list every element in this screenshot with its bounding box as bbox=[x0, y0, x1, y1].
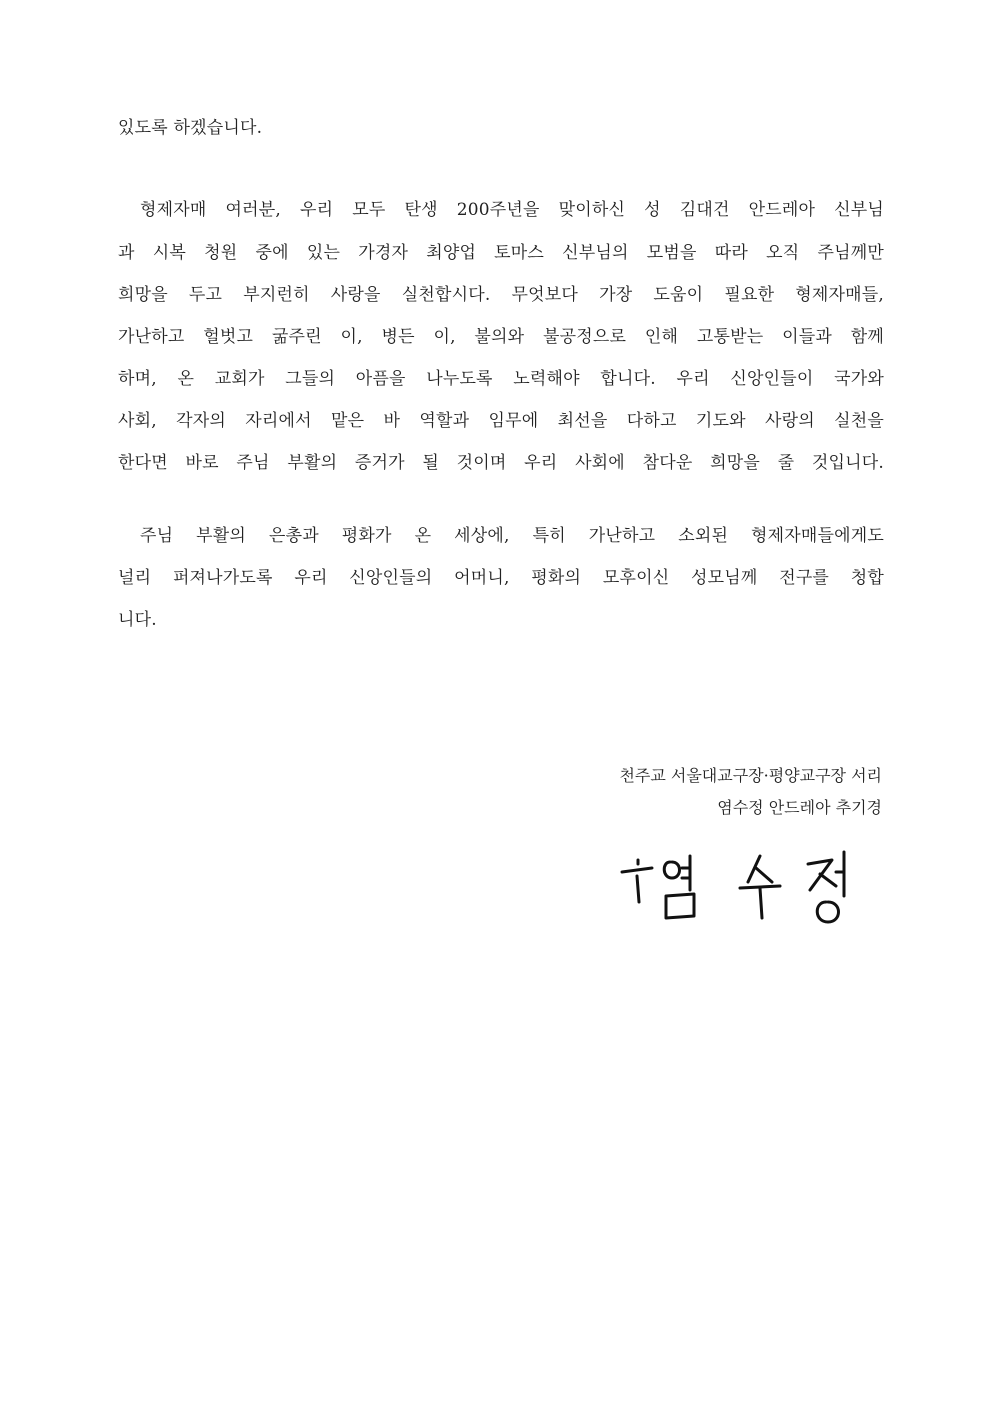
signatory-title: 천주교 서울대교구장·평양교구장 서리 bbox=[619, 766, 882, 785]
signature-cross-vertical-stroke bbox=[637, 860, 639, 902]
paragraph-2-line-3: 희망을 두고 부지런히 사랑을 실천합시다. 무엇보다 가장 도움이 필요한 형제자매들, bbox=[118, 285, 884, 305]
handwritten-signature bbox=[600, 838, 890, 928]
signature-glyph-1-final bbox=[666, 894, 694, 918]
paragraph-3-line-3: 니다. bbox=[118, 610, 157, 630]
paragraph-2-line-5: 하며, 온 교회가 그들의 아픔을 나누도록 노력해야 합니다. 우리 신앙인들이 국가와 bbox=[118, 369, 884, 389]
paragraph-2-line-1: 형제자매 여러분, 우리 모두 탄생 200주년을 맞이하신 성 김대건 안드레아 신부님 bbox=[140, 200, 884, 220]
signature-glyph-3-final bbox=[817, 902, 838, 922]
signature-glyph-3-vowel bbox=[836, 852, 844, 896]
signature-glyph-1-circle bbox=[664, 862, 679, 878]
signature-glyph-3-initial bbox=[808, 860, 836, 890]
paragraph-2-line-7: 한다면 바로 주님 부활의 증거가 될 것이며 우리 사회에 참다운 희망을 줄 것입니다. bbox=[118, 453, 884, 473]
paragraph-2-line-2: 과 시복 청원 중에 있는 가경자 최양업 토마스 신부님의 모범을 따라 오직 주님께만 bbox=[118, 243, 884, 263]
paragraph-1-line-1: 있도록 하겠습니다. bbox=[118, 118, 263, 138]
signature-glyph-2-top bbox=[748, 856, 772, 882]
paragraph-3-line-1: 주님 부활의 은총과 평화가 온 세상에, 특히 가난하고 소외된 형제자매들에게도 bbox=[140, 526, 884, 546]
signature-glyph-1-vowel bbox=[682, 856, 690, 890]
signatory-name: 염수정 안드레아 추기경 bbox=[717, 798, 882, 817]
paragraph-3-line-2: 널리 퍼져나가도록 우리 신앙인들의 어머니, 평화의 모후이신 성모님께 전구를 청합 bbox=[118, 568, 884, 588]
signature-cross-horizontal-stroke bbox=[622, 868, 652, 872]
paragraph-2-line-4: 가난하고 헐벗고 굶주린 이, 병든 이, 불의와 불공정으로 인해 고통받는 이들과 함께 bbox=[118, 327, 884, 347]
paragraph-2-line-6: 사회, 각자의 자리에서 맡은 바 역할과 임무에 최선을 다하고 기도와 사랑의 실천을 bbox=[118, 411, 884, 431]
signature-glyph-2-stem bbox=[760, 888, 762, 918]
